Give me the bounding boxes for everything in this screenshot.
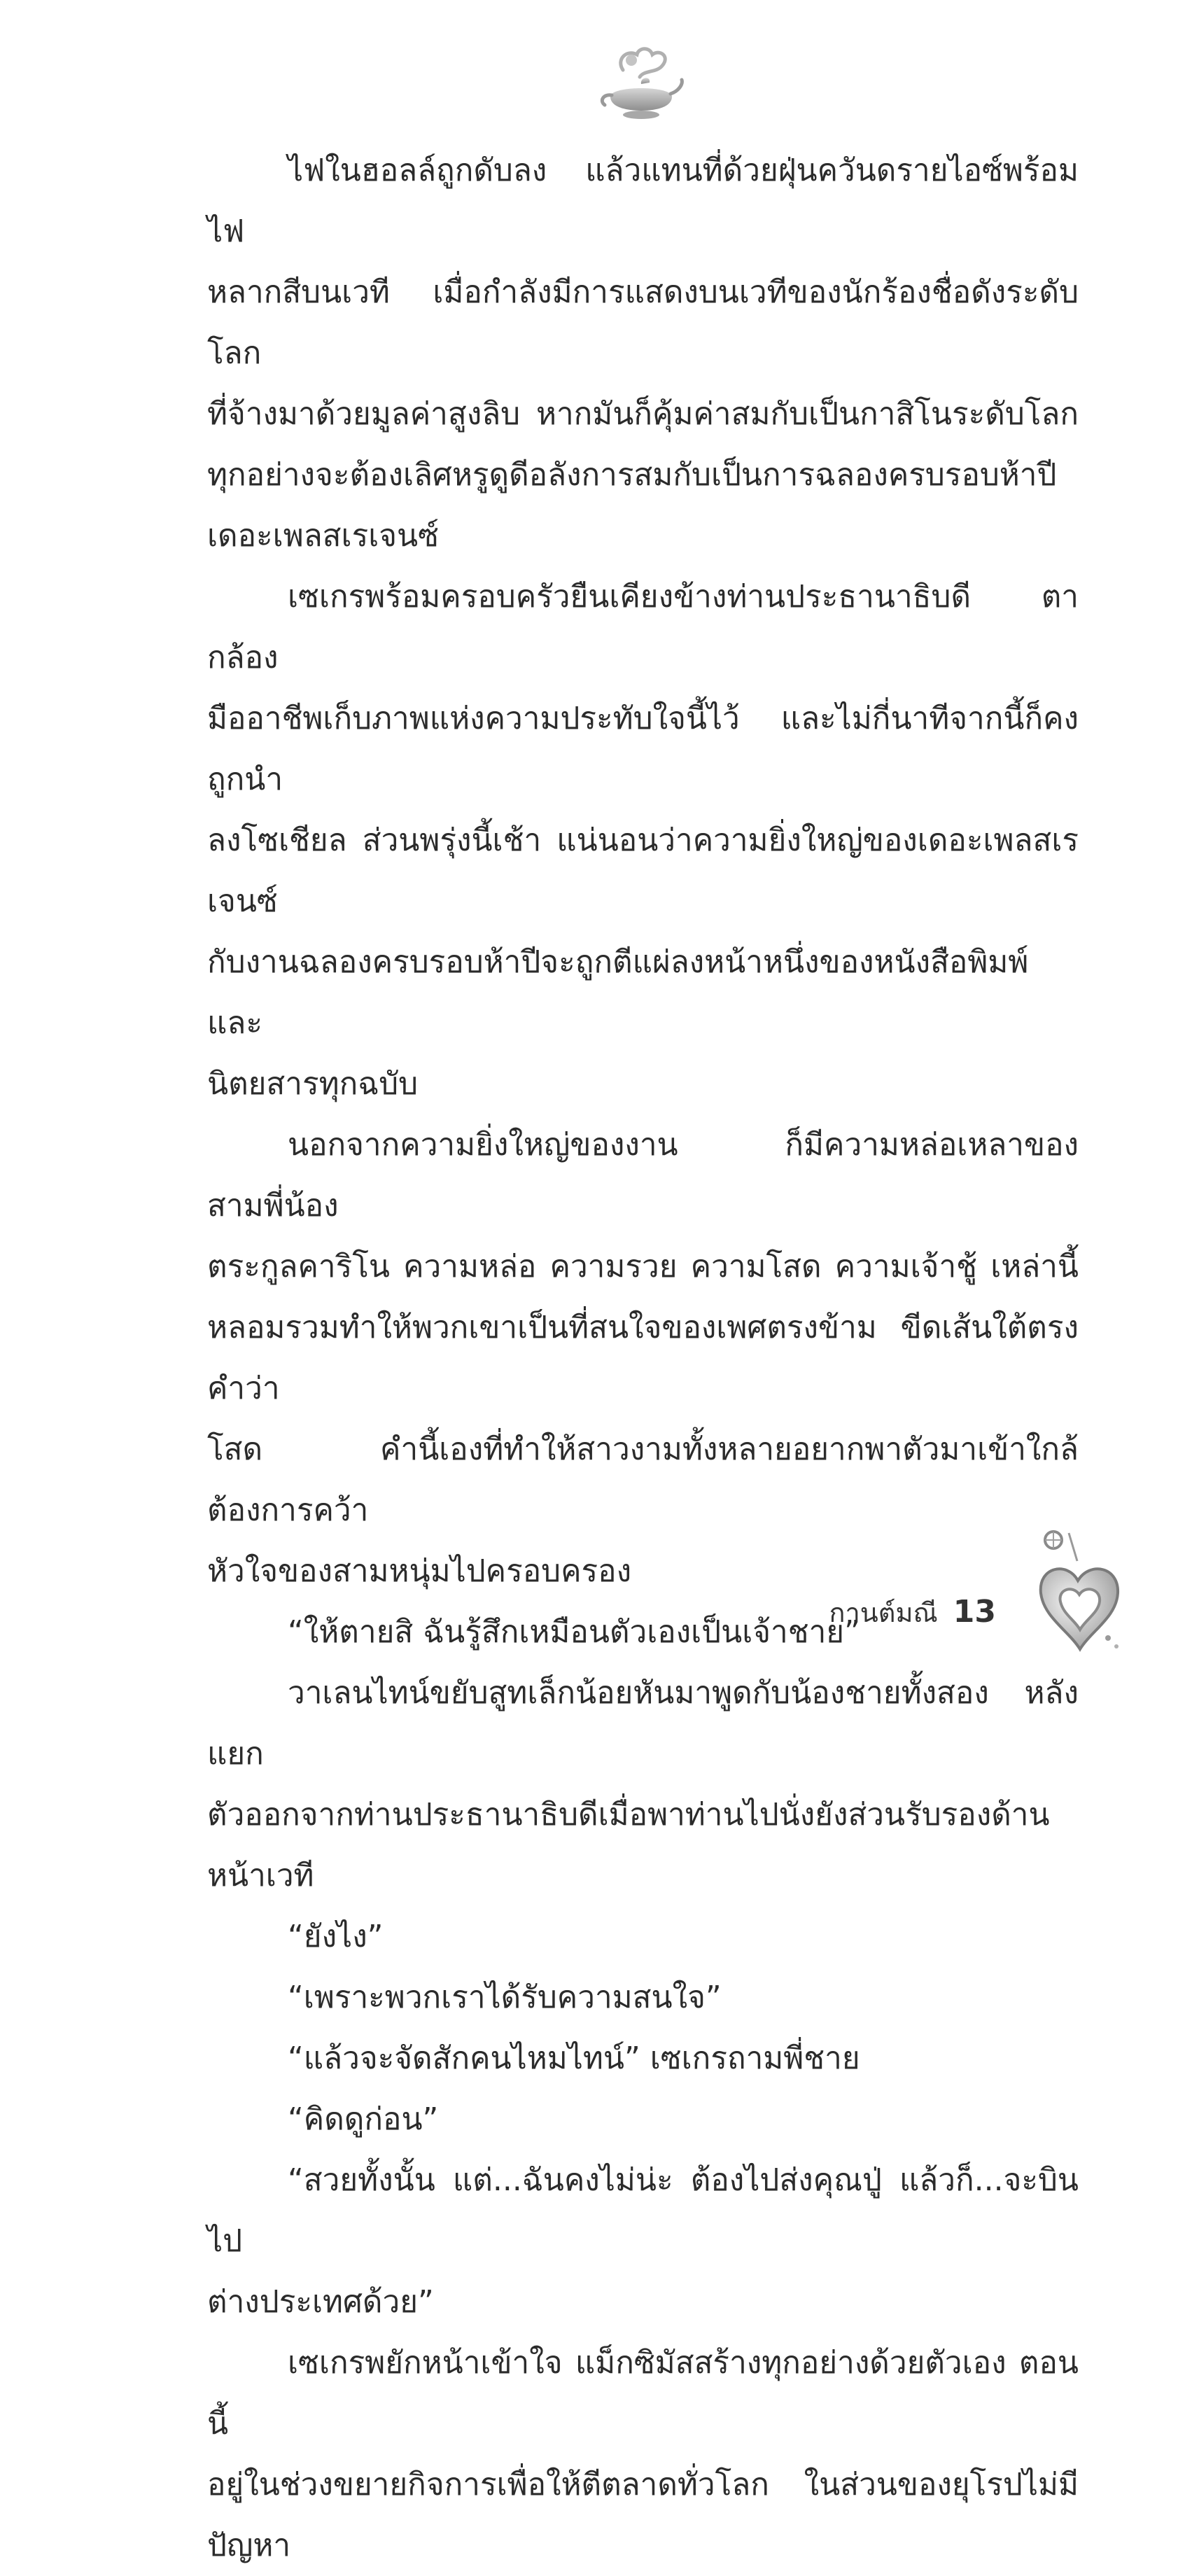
text-line: ที่จ้างมาด้วยมูลค่าสูงลิบ หากมันก็คุ้มค่าสมกับเป็นกาสิโนระดับโลก xyxy=(207,396,1079,432)
text-line: นิตยสารทุกฉบับ xyxy=(207,1066,419,1102)
text-line: หัวใจของสามหนุ่มไปครอบครอง xyxy=(207,1553,632,1589)
text-line: เซเกรพยักหน้าเข้าใจ แม็กซิมัสสร้างทุกอย่างด้วยตัวเอง ตอนนี้ xyxy=(207,2345,1079,2442)
text-line: “ให้ตายสิ ฉันรู้สึกเหมือนตัวเองเป็นเจ้าชาย” xyxy=(288,1614,860,1650)
text-line: ลงโซเชียล ส่วนพรุ่งนี้เช้า แน่นอนว่าความยิ่งใหญ่ของเดอะเพลสเรเจนซ์ xyxy=(207,822,1079,919)
page-footer xyxy=(829,1591,996,1633)
text-line: อยู่ในช่วงขยายกิจการเพื่อให้ตีตลาดทั่วโลก ในส่วนของยุโรปไม่มีปัญหา xyxy=(207,2467,1079,2563)
text-line: นอกจากความยิ่งใหญ่ของงาน ก็มีความหล่อเหลาของสามพี่น้อง xyxy=(207,1127,1079,1224)
book-title: กานต์มณี xyxy=(829,1597,938,1628)
text-line: ตระกูลคาริโน ความหล่อ ความรวย ความโสด ความเจ้าชู้ เหล่านี้ xyxy=(207,1249,1079,1284)
text-line: เดอะเพลสเรเจนซ์ xyxy=(207,518,439,554)
heart-pendant-icon xyxy=(1025,1526,1130,1659)
text-line: “คิดดูก่อน” xyxy=(288,2101,439,2137)
text-line: “แล้วจะจัดสักคนไหมไทน์” เซเกรถามพี่ชาย xyxy=(288,2040,860,2076)
body-text xyxy=(207,140,1079,2576)
text-line: “เพราะพวกเราได้รับความสนใจ” xyxy=(288,1980,722,2015)
text-line: หลากสีบนเวที เมื่อกำลังมีการแสดงบนเวทีของนักร้องชื่อดังระดับโลก xyxy=(207,274,1079,371)
text-line: หลอมรวมทำให้พวกเขาเป็นที่สนใจของเพศตรงข้าม ขีดเส้นใต้ตรงคำว่า xyxy=(207,1310,1079,1406)
text-line: มืออาชีพเก็บภาพแห่งความประทับใจนี้ไว้ และไม่กี่นาทีจากนี้ก็คงถูกนำ xyxy=(207,701,1079,797)
text-line: วาเลนไทน์ขยับสูทเล็กน้อยหันมาพูดกับน้องชายทั้งสอง หลังแยก xyxy=(207,1675,1079,1772)
text-line: ตัวออกจากท่านประธานาธิบดีเมื่อพาท่านไปนั่งยังส่วนรับรองด้านหน้าเวที xyxy=(207,1797,1050,1893)
text-line: ทุกอย่างจะต้องเลิศหรูดูดีอลังการสมกับเป็นการฉลองครบรอบห้าปี xyxy=(207,457,1057,493)
text-line: โสด คำนี้เองที่ทำให้สาวงามทั้งหลายอยากพาตัวมาเข้าใกล้ ต้องการคว้า xyxy=(207,1432,1079,1528)
genie-lamp-icon xyxy=(595,42,686,133)
page-number: 13 xyxy=(953,1594,996,1630)
text-line: เซเกรพร้อมครอบครัวยืนเคียงข้างท่านประธานาธิบดี ตากล้อง xyxy=(207,579,1079,676)
text-line: “ยังไง” xyxy=(288,1919,384,1954)
text-line: ไฟในฮอลล์ถูกดับลง แล้วแทนที่ด้วยฝุ่นควันดรายไอซ์พร้อมไฟ xyxy=(207,153,1079,249)
text-line: ต่างประเทศด้วย” xyxy=(207,2284,434,2320)
text-line: กับงานฉลองครบรอบห้าปีจะถูกตีแผ่ลงหน้าหนึ่งของหนังสือพิมพ์และ xyxy=(207,944,1029,1041)
text-line: “สวยทั้งนั้น แต่...ฉันคงไม่น่ะ ต้องไปส่งคุณปู่ แล้วก็...จะบินไป xyxy=(207,2162,1079,2259)
